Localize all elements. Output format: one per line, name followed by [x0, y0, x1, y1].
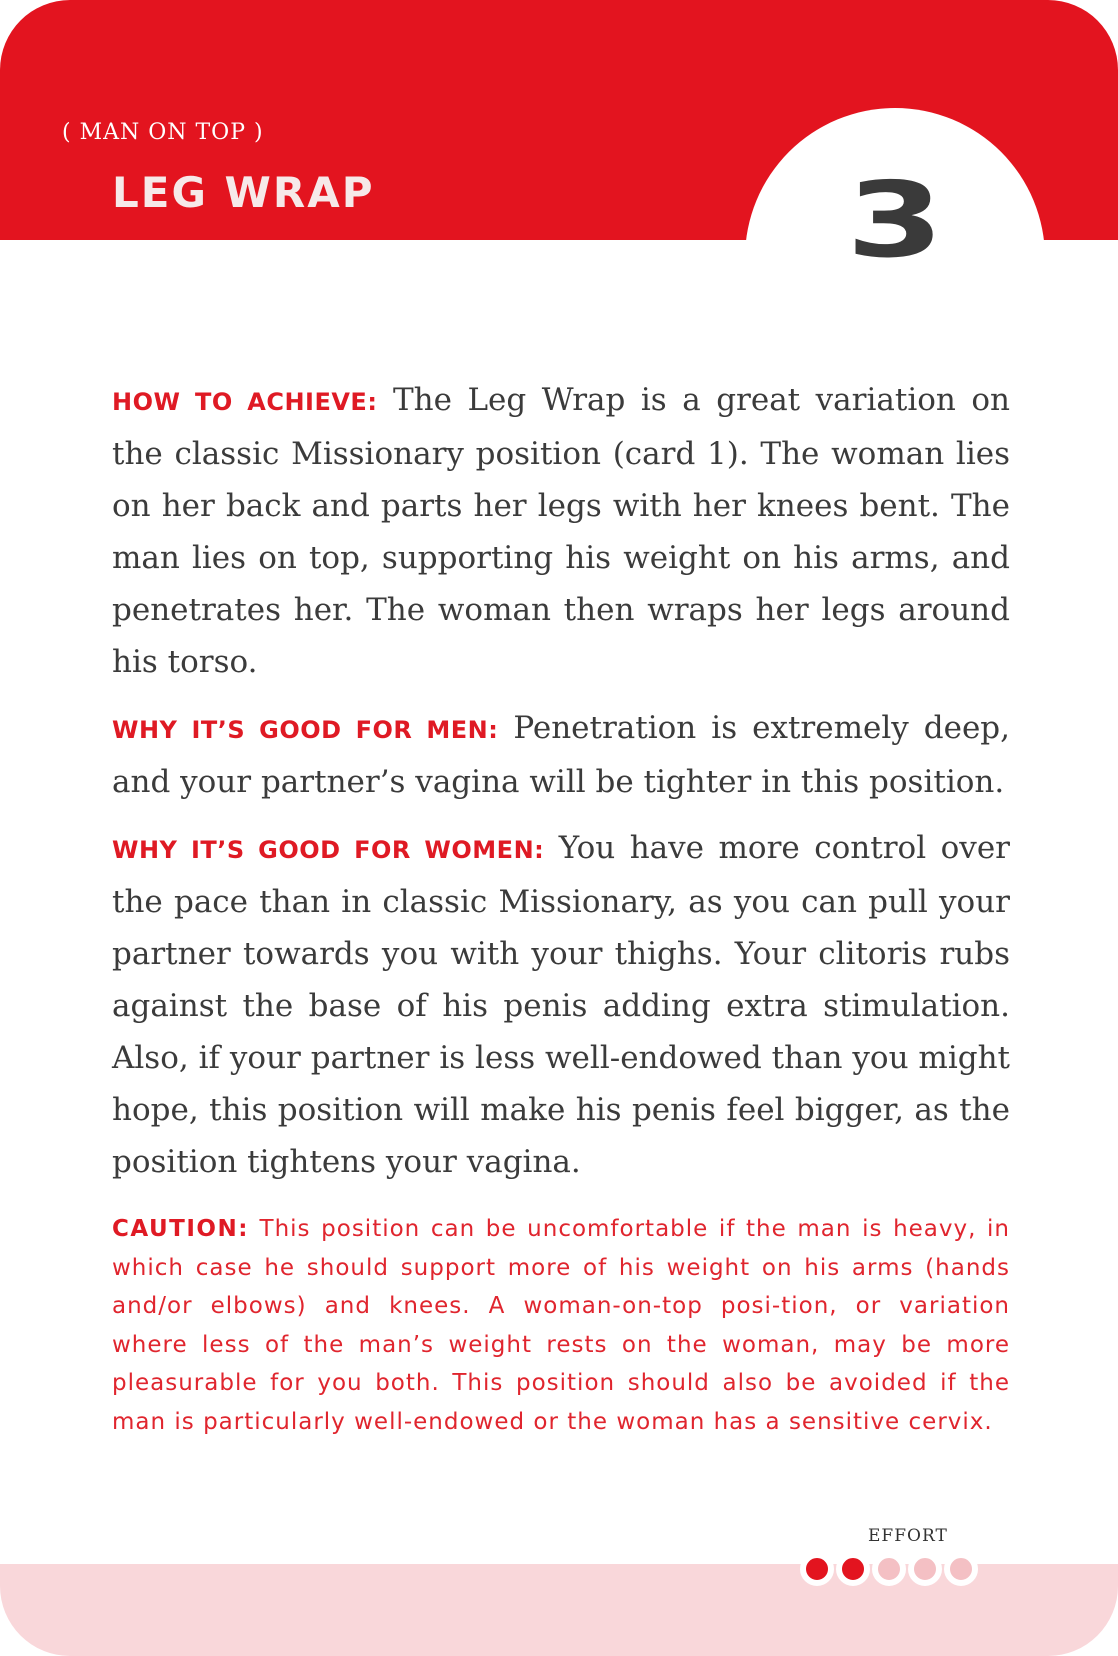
effort-dot-empty	[872, 1552, 906, 1586]
card-title: LEG WRAP	[112, 168, 375, 217]
card-number: 3	[846, 159, 944, 281]
good-for-men-section	[112, 702, 1010, 808]
section-text: You have more control over the pace than in classic Missionary, as you can pull your partner towards you with your thighs. Your clitoris rubs against the base of his penis adding extra stimulation. Also, if your partner is less well-endowed than you might hope, this position will make his penis feel bigger, as the position tightens your vagina.	[112, 830, 1010, 1180]
caution-section	[112, 1210, 1010, 1441]
section-text: This position can be uncomfortable if the man is heavy, in which case he should support more of his weight on his arms (hands and/or elbows) and knees. A woman-on-top posi-tion, or variation where less of the man’s weight rests on the woman, may be more pleasurable for you both. This position should also be avoided if the man is particularly well-endowed or the woman has a sensitive cervix.	[112, 1216, 1011, 1435]
section-label: HOW TO ACHIEVE:	[112, 388, 378, 416]
good-for-women-section	[112, 822, 1010, 1188]
section-label: WHY IT’S GOOD FOR WOMEN:	[112, 836, 545, 864]
effort-dot-filled	[800, 1552, 834, 1586]
effort-dot-empty	[908, 1552, 942, 1586]
effort-rating	[800, 1552, 978, 1588]
effort-dot-filled	[836, 1552, 870, 1586]
section-text: The Leg Wrap is a great variation on the classic Missionary position (card 1). The woman lies on her back and parts her legs with her knees bent. The man lies on top, supporting his weight on his arms, and penetrates her. The woman then wraps her legs around his torso.	[112, 382, 1011, 680]
section-label: CAUTION:	[112, 1216, 249, 1242]
effort-dot-empty	[944, 1552, 978, 1586]
card-content	[112, 374, 1010, 1441]
section-text: Penetration is extremely deep, and your partner’s vagina will be tighter in this position.	[112, 710, 1010, 800]
effort-label: EFFORT	[868, 1526, 948, 1546]
category-label: ( MAN ON TOP )	[62, 120, 264, 145]
section-label: WHY IT’S GOOD FOR MEN:	[112, 716, 499, 744]
how-to-achieve-section	[112, 374, 1010, 688]
